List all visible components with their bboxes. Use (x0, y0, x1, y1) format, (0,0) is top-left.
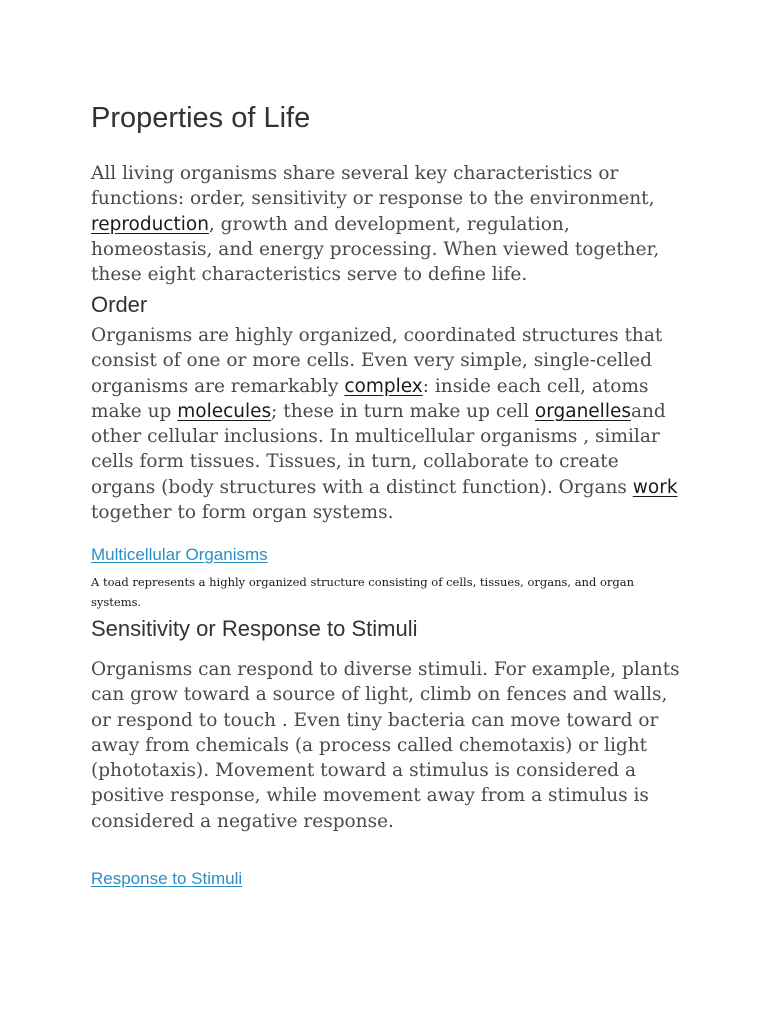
order-text-4: and other cellular inclusions. In multicellular organisms , similar cells form tissues. Tissues, in turn, collaborate to create organs (body structures with a distinct function). Organs (91, 400, 666, 498)
molecules-link[interactable]: molecules (177, 400, 272, 422)
order-text-1: Organisms are highly organized, coordinated structures that consist of one or more cells. Even very simple, single-celled organisms are remarkably (91, 325, 663, 397)
order-text-5: together to form organ systems. (91, 502, 394, 524)
intro-paragraph (91, 161, 681, 287)
order-heading: Order (91, 292, 148, 317)
order-paragraph (91, 323, 681, 525)
complex-link[interactable]: complex (344, 375, 423, 397)
intro-text-start: All living organisms share several key characteristics or functions: order, sensitivity or response to the environment, (91, 163, 655, 210)
stimuli-paragraph: Organisms can respond to diverse stimuli. For example, plants can grow toward a source of light, climb on fences and walls, or respond to touch . Even tiny bacteria can move toward or away from chemicals (a process called chemotaxis) or light (phototaxis). Movement toward a stimulus is considered a positive response, while movement away from a stimulus is considered a negative response. (91, 659, 680, 832)
order-text-2: : inside each cell, atoms make up (91, 375, 649, 422)
intro-text-end: , growth and development, regulation, homeostasis, and energy processing. When viewed together, these eight characteristics serve to define life. (91, 213, 660, 286)
order-text-3: ; these in turn make up cell (271, 400, 535, 422)
reproduction-link[interactable]: reproduction (91, 213, 209, 235)
response-to-stimuli-link[interactable]: Response to Stimuli (91, 869, 243, 888)
organelles-link[interactable]: organelles (534, 400, 631, 422)
stimuli-heading: Sensitivity or Response to Stimuli (91, 616, 418, 641)
work-link[interactable]: work (632, 476, 678, 498)
figure-caption: A toad represents a highly organized structure consisting of cells, tissues, organs, and organ systems. (91, 575, 635, 609)
multicellular-organisms-link[interactable]: Multicellular Organisms (91, 545, 268, 564)
page-title: Properties of Life (91, 102, 311, 134)
